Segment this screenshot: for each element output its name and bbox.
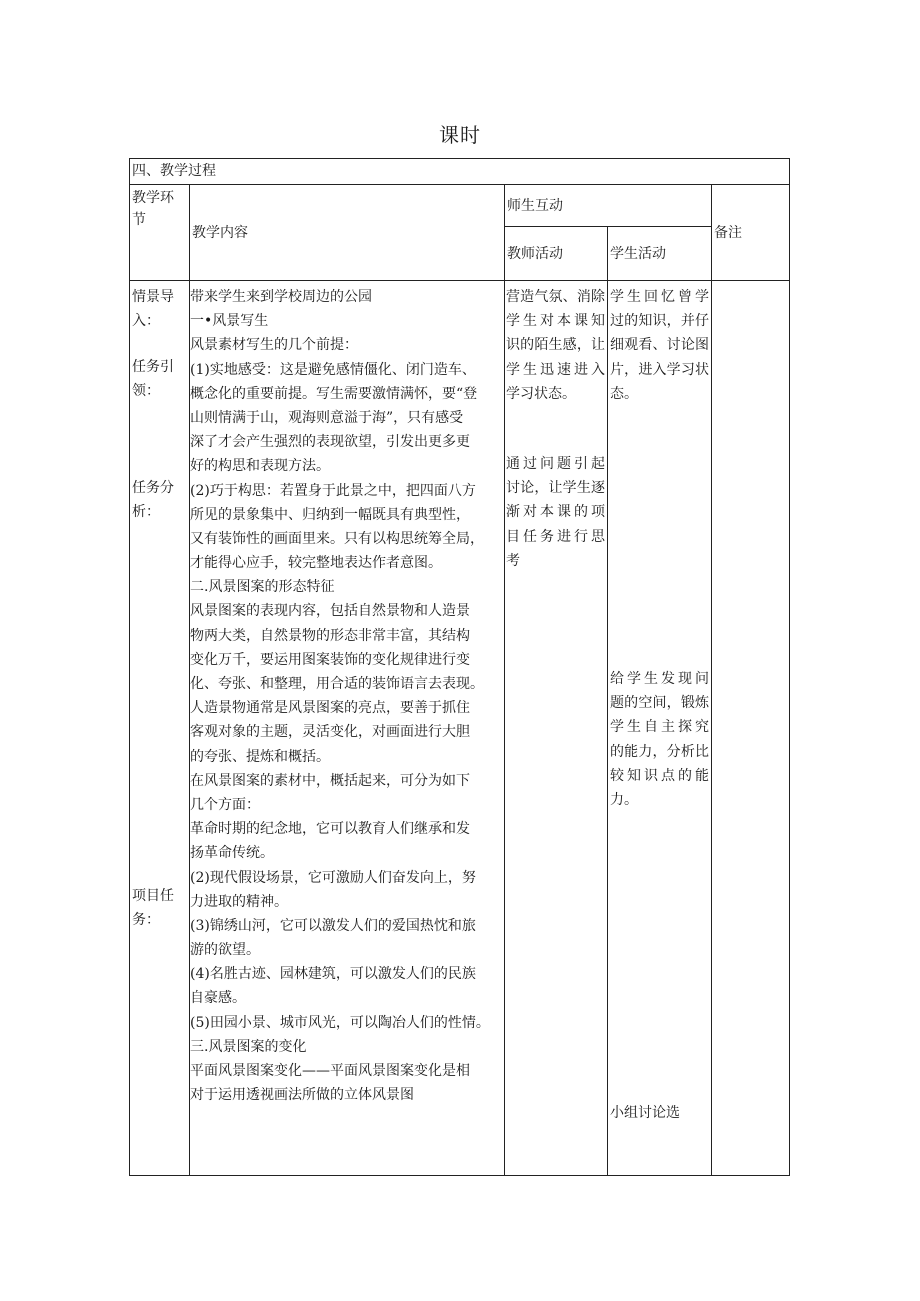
teacher-activity-line: 通过问题引起: [506, 456, 605, 472]
stage-lead-line: 任务引: [132, 359, 174, 375]
content-line: 客观对象的主题，灵活变化，对画面进行大胆: [190, 724, 470, 741]
header-content: 教学内容: [192, 225, 248, 241]
content-line: 带来学生来到学校周边的公园: [190, 289, 372, 305]
student-activity-line: 题的空间，锻炼: [610, 695, 709, 712]
student-activity-line: 小组讨论选: [610, 1105, 680, 1121]
table-border-left: [129, 158, 130, 1176]
content-line: 才能得心应手，较完整地表达作者意图。: [190, 555, 442, 572]
header-student-activity: 学生活动: [610, 246, 666, 262]
header-stage-line: 教学环: [132, 190, 174, 206]
table-border-bottom: [129, 1175, 790, 1176]
teacher-activity-block-1: [506, 285, 605, 406]
student-activity-line: 态。: [610, 385, 638, 402]
stage-intro-line: 入：: [132, 313, 160, 330]
content-line: (3)锦绣山河，它可以激发人们的爱国热忱和旅: [190, 917, 476, 934]
content-line: 化、夸张、和整理，用合适的装饰语言去表现。: [190, 676, 484, 692]
content-line: 的夸张、提炼和概括。: [190, 748, 330, 765]
header-row-divider: [129, 280, 790, 281]
stage-analysis-line: 析：: [132, 504, 160, 521]
student-activity-line: 细观看、讨论图: [610, 337, 709, 354]
teacher-activity-line: 营造气氛、消除: [506, 289, 605, 305]
stage-project-line: 项目任: [132, 888, 174, 904]
teacher-activity-line: 目任务进行思: [506, 528, 605, 545]
content-line: 三.风景图案的变化: [190, 1038, 307, 1055]
teacher-activity-line: 学习状态。: [506, 385, 576, 402]
stage-intro-line: 情景导: [132, 289, 174, 305]
content-line: 深了才会产生强烈的表现欲望，引发出更多更: [190, 434, 470, 451]
teacher-activity-line: 渐对本课的项: [506, 504, 605, 521]
table-border-right: [789, 158, 790, 1176]
student-activity-block-2: [610, 667, 709, 812]
content-line: 二.风景图案的形态特征: [190, 579, 335, 596]
content-line: (5)田园小景、城市风光，可以陶冶人们的性情。: [190, 1014, 490, 1031]
header-stage: [132, 187, 174, 231]
stage-project-line: 务：: [132, 912, 160, 929]
student-activity-line: 给学生发现问: [610, 671, 709, 687]
student-activity-line: 学生自主探究: [610, 719, 709, 736]
header-interaction: 师生互动: [507, 198, 563, 214]
content-line: 力进取的精神。: [190, 893, 288, 910]
content-line: 好的构思和表现方法。: [190, 458, 330, 475]
content-line: 概念化的重要前提。写生需要激情满怀，要“登: [190, 385, 478, 402]
student-activity-line: 学生回忆曾学: [610, 289, 709, 305]
student-activity-block-1: [610, 285, 709, 406]
header-remarks: 备注: [714, 225, 742, 241]
content-line: 对于运用透视画法所做的立体风景图: [190, 1087, 414, 1104]
content-line: 物两大类，自然景物的形态非常丰富，其结构: [190, 627, 470, 644]
content-line: 扬革命传统。: [190, 845, 274, 862]
content-line: (2)巧于构思：若置身于此景之中，把四面八方: [190, 482, 476, 499]
section-heading-divider: [129, 184, 790, 185]
teacher-activity-line: 考: [506, 552, 520, 569]
content-line: 所见的景象集中、归纳到一幅既具有典型性，: [190, 506, 470, 523]
teacher-activity-line: 讨论，让学生逐: [506, 480, 605, 497]
stage-project: [132, 884, 174, 932]
interaction-column-divider: [711, 184, 712, 1176]
content-line: 山则情满于山，观海则意溢于海”，只有感受: [190, 409, 464, 426]
content-line: 平面风景图案变化——平面风景图案变化是相: [190, 1063, 470, 1079]
content-line: 变化万千，要运用图案装饰的变化规律进行变: [190, 651, 470, 668]
stage-intro: [132, 285, 174, 333]
content-line: (4)名胜古迹、园林建筑，可以激发人们的民族: [190, 966, 476, 983]
student-activity-line: 片，进入学习状: [610, 361, 709, 378]
content-line: 革命时期的纪念地，它可以教育人们继承和发: [190, 821, 470, 838]
content-line: 自豪感。: [190, 990, 246, 1007]
content-line: 游的欲望。: [190, 942, 260, 959]
content-line: 又有装饰性的画面里来。只有以构思统筹全局，: [190, 530, 484, 547]
content-line: 风景图案的表现内容，包括自然景物和人造景: [190, 603, 470, 620]
student-activity-line: 较知识点的能: [610, 767, 709, 784]
content-line: (1)实地感受：这是避免感情僵化、闭门造车、: [190, 361, 476, 378]
table-border-top: [129, 158, 790, 159]
header-teacher-activity: 教师活动: [507, 246, 563, 262]
content-column-divider: [504, 184, 505, 1176]
stage-lead: [132, 355, 174, 403]
stage-lead-line: 领：: [132, 383, 160, 400]
header-stage-line: 节: [132, 212, 146, 228]
content-line: 人造景物通常是风景图案的亮点，要善于抓住: [190, 700, 470, 717]
content-line: 一•风景写生: [190, 313, 269, 330]
stage-analysis: [132, 476, 174, 524]
student-activity-line: 力。: [610, 791, 638, 808]
stage-analysis-line: 任务分: [132, 480, 174, 496]
student-activity-block-3: [610, 1101, 709, 1125]
teacher-activity-line: 识的陌生感，让: [506, 337, 605, 354]
content-line: (2)现代假设场景，它可激励人们奋发向上，努: [190, 869, 476, 886]
teacher-column-divider: [607, 226, 608, 1176]
teaching-content: [190, 285, 503, 1107]
content-line: 在风景图案的素材中，概括起来，可分为如下: [190, 772, 470, 789]
teacher-activity-line: 学生迅速进入: [506, 361, 605, 378]
content-line: 几个方面：: [190, 796, 260, 813]
student-activity-line: 过的知识，并仔: [610, 313, 709, 330]
section-heading: 四、教学过程: [132, 163, 216, 179]
teacher-activity-block-2: [506, 452, 605, 573]
content-line: 风景素材写生的几个前提：: [190, 337, 358, 354]
student-activity-line: 的能力，分析比: [610, 743, 709, 760]
teacher-activity-line: 学生对本课知: [506, 313, 605, 330]
page-title: 课时: [439, 123, 481, 147]
